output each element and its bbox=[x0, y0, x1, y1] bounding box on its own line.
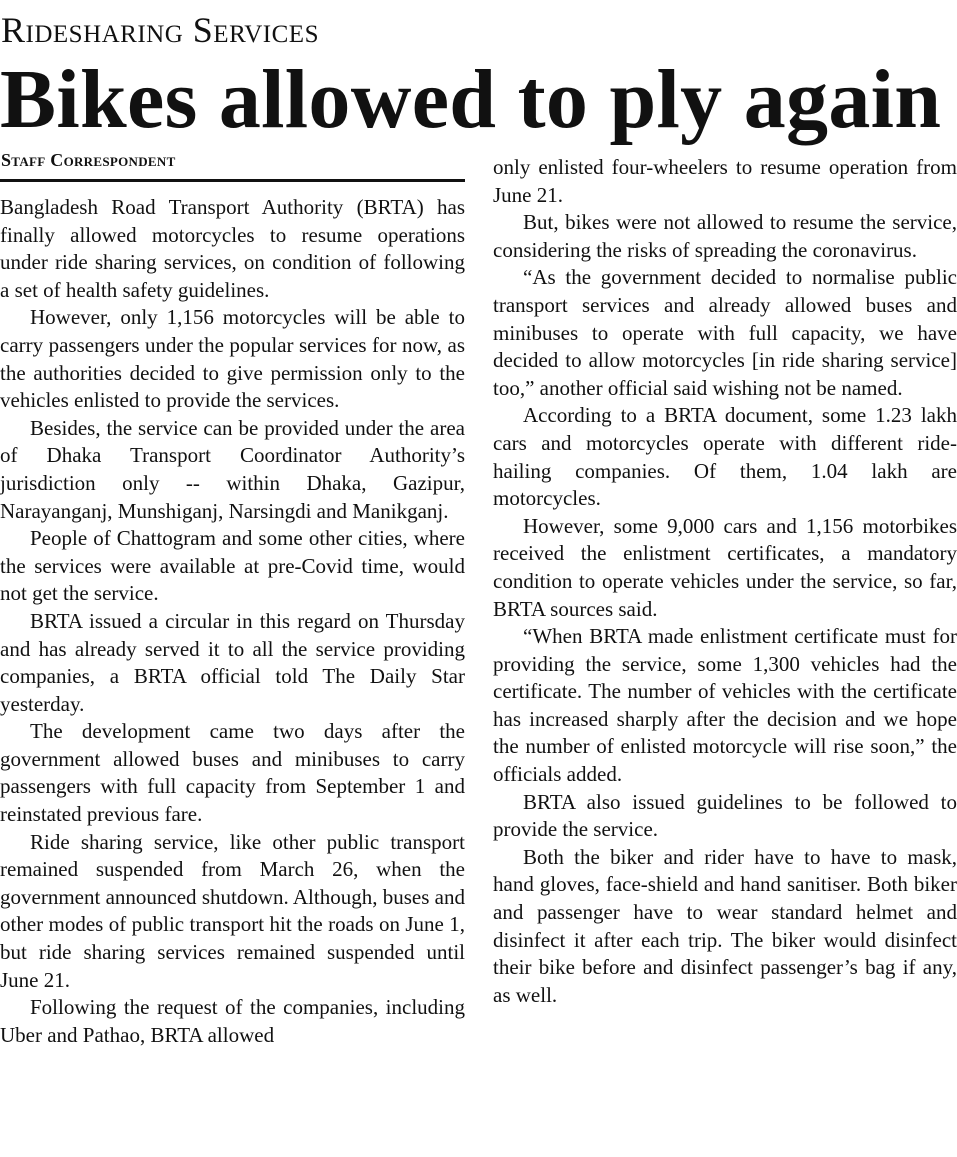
paragraph: BRTA also issued guidelines to be followed to provide the service. bbox=[493, 789, 957, 842]
byline-rule bbox=[0, 179, 465, 182]
paragraph: But, bikes were not allowed to resume the service, considering the risks of spreading the coronavirus. bbox=[493, 210, 957, 262]
paragraph: Bangladesh Road Transport Authority (BRTA) has finally allowed motorcycles to resume operations under ride sharing services, on condition of following a set of health safety guidelines. bbox=[0, 195, 465, 302]
paragraph: However, only 1,156 motorcycles will be able to carry passengers under the popular services for now, as the authorities decided to give permission only to the vehicles enlisted to provide the services. bbox=[0, 305, 465, 413]
paragraph: Following the request of the companies, including Uber and Pathao, BRTA allowed bbox=[0, 995, 465, 1047]
paragraph: BRTA issued a circular in this regard on Thursday and has already served it to all the service providing companies, a BRTA official told The Daily Star yesterday. bbox=[0, 608, 465, 716]
paragraph: People of Chattogram and some other cities, where the services were available at pre-Covid time, would not get the service. bbox=[0, 526, 465, 606]
paragraph: However, some 9,000 cars and 1,156 motorbikes received the enlistment certificates, a mandatory condition to operate vehicles under the service, so far, BRTA sources said. bbox=[493, 513, 957, 621]
paragraph: “When BRTA made enlistment certificate must for providing the service, some 1,300 vehicles had the certificate. The number of vehicles with the certificate has increased sharply after the decision and we hope the number of enlisted motorcycle will rise soon,” the officials added. bbox=[493, 624, 957, 787]
headline: Bikes allowed to ply again bbox=[0, 53, 942, 146]
paragraph-continued: only enlisted four-wheelers to resume operation from June 21. bbox=[493, 155, 957, 207]
article-column-left bbox=[0, 194, 465, 1049]
paragraph: According to a BRTA document, some 1.23 lakh cars and motorcycles operate with different ride-hailing companies. Of them, 1.04 lakh are motorcycles. bbox=[493, 403, 957, 511]
byline: Staff Correspondent bbox=[1, 150, 176, 170]
paragraph: Ride sharing service, like other public transport remained suspended from March 26, when the government announced shutdown. Although, buses and other modes of public transport hit the roads on June 1, but ride sharing services remained suspended until June 21. bbox=[0, 829, 465, 992]
section-kicker: Ridesharing Services bbox=[1, 10, 319, 50]
paragraph: Besides, the service can be provided under the area of Dhaka Transport Coordinator Authority’s jurisdiction only -- within Dhaka, Gazipur, Narayanganj, Munshiganj, Narsingdi and Manikganj. bbox=[0, 415, 465, 523]
article-column-right bbox=[493, 154, 957, 1009]
paragraph: The development came two days after the government allowed buses and minibuses to carry passengers with full capacity from September 1 and reinstated previous fare. bbox=[0, 719, 465, 827]
paragraph: Both the biker and rider have to have to mask, hand gloves, face-shield and hand sanitiser. Both biker and passenger have to wear standard helmet and disinfect it after each trip. The biker would disinfect their bike before and disinfect passenger’s bag if any, as well. bbox=[493, 844, 957, 1007]
paragraph: “As the government decided to normalise public transport services and already allowed buses and minibuses to operate with full capacity, we have decided to allow motorcycles [in ride sharing service] too,” another official said wishing not be named. bbox=[493, 265, 957, 400]
